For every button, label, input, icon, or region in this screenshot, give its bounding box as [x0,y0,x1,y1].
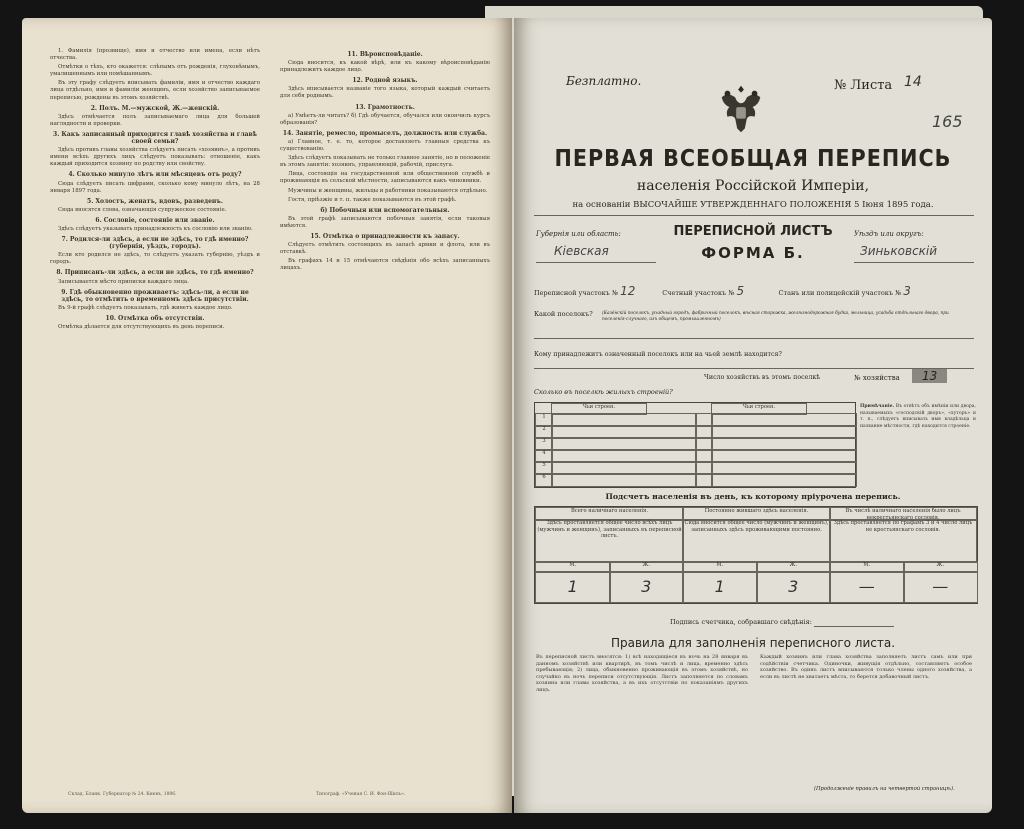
dwellings-cell [551,473,697,487]
instruction-paragraph: Здѣсь вписывается названіе того языка, который каждый считаетъ для себя роднымъ. [280,86,490,100]
sheet-number-label: № Листа [834,78,893,93]
instruction-paragraph: Здѣсь отмѣчается полъ записываемаго лица для большей наглядности и проверки. [50,113,260,127]
household-number-value: 13 [912,369,947,383]
instructions-column-1 [50,48,260,333]
instruction-paragraph: Отмѣтки о тѣхъ, кто окажется: слѣпымъ отъ рожденія, глухонѣмымъ, умалишеннымъ или помѣшаннымъ. [50,64,260,78]
sex-label: М. [535,561,611,573]
population-count-header: Подсчетъ населенія въ день, къ которому пріурочена перепись. [605,492,901,501]
dwellings-row-number: 2 [535,425,553,439]
instruction-heading: 9. Гдѣ обыкновенно проживаетъ: здѣсь-ли, а если не здѣсь, то отмѣтить о временномъ здѣсь присутствіи. [61,288,249,303]
instruction-paragraph: Сюда вносятся слова, означающія супружеское состояніе. [58,206,227,213]
signature-label: Подпись счетчика, собравшаго свѣдѣнія: [670,618,812,626]
uezd-label: Уѣздъ или округъ: [854,230,924,238]
uezd-underline [854,262,974,263]
census-subtitle: населенія Россійской Имперіи, [636,178,870,194]
form-letter: ФОРМА Б. [701,244,805,262]
count-value: — [903,571,979,603]
instruction-paragraph: Сюда вносится, къ какой вѣрѣ, или къ какому вѣроисповѣданію принадлежитъ каждое лицо. [280,60,490,74]
district-line [534,284,943,298]
households-label: Число хозяйствъ въ этомъ поселкѣ [704,374,821,381]
instruction-heading: 8. Приписанъ-ли здѣсь, а если не здѣсь, то гдѣ именно? [56,269,254,277]
instruction-paragraph: Сюда слѣдуетъ писать цифрами, сколько кому минуло лѣтъ, на 28 января 1897 года. [50,180,260,194]
left-page-instructions [22,18,512,813]
dwellings-cell [711,473,857,487]
instruction-paragraph: 1. Фамилія (прозвище), имя и отчество или имена, если нѣтъ отчества. [50,48,260,62]
instruction-heading: 3. Какъ записанный приходится главѣ хозяйства и главѣ своей семьи? [53,130,257,146]
instruction-heading: 6. Сословіе, состояніе или званіе. [95,216,215,224]
instruction-paragraph: Въ этой графѣ записываются побочныя занятія, если таковыя имѣются. [280,215,490,229]
instruction-paragraph: а) Умѣетъ-ли читать? б) Гдѣ обучается, обучался или окончилъ курсъ образованія? [280,112,490,126]
double-headed-eagle-emblem-icon [712,80,770,138]
dwellings-col-header: Чьи строен. [551,403,647,415]
instruction-paragraph: Мужчины и женщины, жильцы и работники показываются отдѣльно. [288,187,488,194]
rules-column-1: Въ переписной листъ вносятся: 1) всѣ находящіеся въ ночь на 28 января въ данномъ хозяйствѣ или квартирѣ, въ томъ числѣ и лица, временно здѣсь пребывающія; 2) лица, обыкновенно проживающія въ этомъ хозяйствѣ, но случайно въ ночь переписи отсутствующія. Листъ заполняется по словамъ хозяина или главы хозяйства, а въ ихъ отсутствіи по показаніямъ другихъ лицъ. [536,654,748,693]
instruction-heading: 13. Грамотность. [355,103,415,111]
instruction-heading: б) Побочныя или вспомогательныя. [320,206,450,214]
sex-label: Ж. [756,561,832,573]
count-value: 1 [682,571,758,603]
instruction-heading: 7. Родился-ли здѣсь, а если не здѣсь, то гдѣ именно? (губернія, уѣздъ, городъ). [61,236,249,251]
instruction-heading: 10. Отмѣтка объ отсутствіи. [105,314,205,322]
dwellings-row-number: 6 [535,473,553,487]
free-of-charge-label: Безплатно. [566,74,642,88]
count-value: 3 [609,571,685,603]
count-description: Сюда вносится общее число (мужчинъ и женщинъ), записанныхъ здѣсь проживающими постоянно. [682,519,831,563]
instruction-paragraph: Слѣдуетъ отмѣтить состоящихъ въ запасѣ армии и флота, или въ отставкѣ. [280,242,490,256]
instruction-paragraph: Отмѣтка дѣлается для отсутствующихъ въ день переписи. [58,324,225,330]
instructions-column-2 [280,48,490,274]
legal-basis-line: на основаніи ВЫСОЧАЙШЕ УТВЕРЖДЕННАГО ПОЛОЖЕНІЯ 5 Іюня 1895 года. [572,200,934,210]
dwellings-note [860,404,976,430]
dwellings-col-header: Чьи строен. [711,403,807,415]
instruction-paragraph: Лица, состоящія на государственной или общественной службѣ и проживающія въ сельской мѣстности, записываются какъ чиновники. [280,171,490,185]
instruction-heading: 12. Родной языкъ. [352,77,418,85]
settlement-label: Какой поселокъ? [534,310,593,318]
printer-footer-left: Склад. Бланк. Губернатор № 24. Киевъ, 1896. [68,792,177,797]
instruction-heading: 5. Холостъ, женатъ, вдовъ, разведенъ. [87,197,223,205]
population-count-table [534,506,978,604]
instruction-paragraph: Здѣсь слѣдуетъ указывать принадлежность къ сословію или званію. [58,225,253,232]
owner-underline [534,368,974,369]
instruction-paragraph: Если кто родился не здѣсь, то слѣдуетъ указать губернію, уѣздъ и городъ. [50,252,260,266]
census-booklet-spread [22,18,1000,813]
sheet-number-handwritten: 14 [904,74,922,90]
settlement-underline [534,338,974,339]
note-text: Въ отвѣтъ объ имѣніи или двора, называемыхъ «господскій дворъ», «хуторъ» и т. п., слѣдуетъ вписывать имя владѣльца и название мѣстности, гдѣ находится строеніе. [860,404,976,429]
form-title: ПЕРЕПИСНОЙ ЛИСТЪ [673,224,833,239]
household-number-label: № хозяйства [854,374,900,382]
instruction-paragraph: Здѣсь противъ главы хозяйства слѣдуетъ писать «хозяинъ», а противъ имени всѣхъ другихъ лицъ слѣдуетъ показывать: отношеніе, какъ каждый приходится хозяину по родству или свойству. [50,147,260,168]
count-value: 1 [535,571,611,603]
census-district-label: Переписной участокъ № [534,289,619,297]
instruction-paragraph: Здѣсь слѣдуетъ показывать не только главное занятіе, но и положеніе въ этомъ занятіи: хозяинъ, управляющій, рабочій, прислуга. [280,155,490,169]
dwellings-label: Сколько въ поселкѣ жилыхъ строеній? [534,388,673,396]
count-description: Здѣсь проставляется по графамъ 3 и 4 число лицъ не крестьянскаго сословія. [829,519,977,563]
instruction-heading: 15. Отмѣтка о принадлежности къ запасу. [310,232,460,240]
dwellings-row-number: 1 [535,413,553,427]
instruction-paragraph: Записывается мѣсто приписки каждаго лица. [58,278,189,285]
count-header: Постоянно жившаго здѣсь населенія. [682,507,831,521]
count-value: 3 [756,571,832,603]
settlement-note: (Казёнскій поселокъ, уѣздный городъ, фабричный поселокъ, вѣсная сторожка, желѣзнодорожная будка, мельница, усадьба отдѣльнаго двора, при поселенія-случнаго, изъ общемъ, промышленномъ) [602,311,949,322]
sex-label: М. [829,561,905,573]
sex-label: Ж. [609,561,685,573]
divider [534,215,974,216]
note-title: Примѣчаніе. [860,404,895,409]
rules-continued-note: (Продолженіе правилъ на четвертой страницѣ). [814,786,955,792]
police-district-label: Станъ или полицейскій участокъ № [778,289,902,297]
dwellings-row-number: 4 [535,449,553,463]
instruction-heading: 11. Вѣроисповѣданіе. [347,51,423,58]
count-value: — [829,571,905,603]
sex-label: Ж. [903,561,979,573]
instruction-paragraph: Въ графахъ 14 и 15 отмѣчаются свѣдѣнія обо всѣхъ записанныхъ лицахъ. [280,258,490,272]
guberniya-label: Губернія или область: [536,230,621,238]
dwellings-table [534,402,856,488]
owner-label: Кому принадлежитъ означенный поселокъ или на чьей землѣ находится? [534,351,782,358]
right-page-census-form [514,18,992,813]
census-district-value: 12 [620,284,636,298]
counting-district-label: Счетный участокъ № [662,289,735,297]
instruction-paragraph: Въ 9-й графѣ слѣдуетъ показывать, гдѣ живетъ каждое лицо. [58,304,233,311]
instruction-heading: 4. Сколько минуло лѣтъ или мѣсяцевъ отъ роду? [68,171,242,179]
guberniya-value: Кіевская [554,244,609,258]
count-description: Здѣсь проставляется общее число всѣхъ лицъ (мужчинъ и женщинъ), записанныхъ въ переписной листъ. [535,519,684,563]
rules-title: Правила для заполненія переписного листа. [610,636,896,650]
dwellings-row-number: 5 [535,461,553,475]
census-title: ПЕРВАЯ ВСЕОБЩАЯ ПЕРЕПИСЬ [554,146,952,172]
count-header: Всего наличнаго населенія. [535,507,684,521]
printer-footer-right: Типограф. «Ученая С. И. Фон-Шиль». [316,792,406,797]
uezd-value: Зиньковскій [860,244,938,258]
police-district-value: 3 [903,284,911,298]
instruction-paragraph: а) Главное, т. е. то, которое доставляетъ главныя средства къ существованію. [280,138,490,153]
rules-column-2: Каждый хозяинъ или глава хозяйства заполняетъ листъ самъ или при содѣйствіи счетчика. Одиночки, живущія отдѣльно, составляютъ особое хозяйство. Въ одинъ листъ вписываются только члены одного хозяйства, а если въ листѣ не хватаетъ мѣста, то берется добавочный листъ. [760,654,972,680]
guberniya-underline [536,262,656,263]
archive-stamp-number: 165 [932,112,963,131]
instruction-paragraph: Въ эту графу слѣдуетъ вписывать фамиліи, имя и отчество каждаго лица отдѣльно, имя и фамиліи женщинъ, если хозяйство записываемое переписью, рождены въ этомъ хозяйствѣ. [50,80,260,101]
instruction-heading: 14. Занятіе, ремесло, промыселъ, должность или служба. [282,129,488,137]
signature-line [814,626,894,627]
dwellings-row-number: 3 [535,437,553,451]
instruction-heading: 2. Полъ. М.—мужской, Ж.—женскій. [90,104,220,112]
count-header: Въ числѣ наличнаго населенія было лицъ некрестьянскаго сословія. [829,507,977,521]
sex-label: М. [682,561,758,573]
counting-district-value: 5 [736,284,745,298]
instruction-paragraph: Гостя, пріѣзжіе и т. п. также показываются въ этой графѣ. [288,196,457,203]
